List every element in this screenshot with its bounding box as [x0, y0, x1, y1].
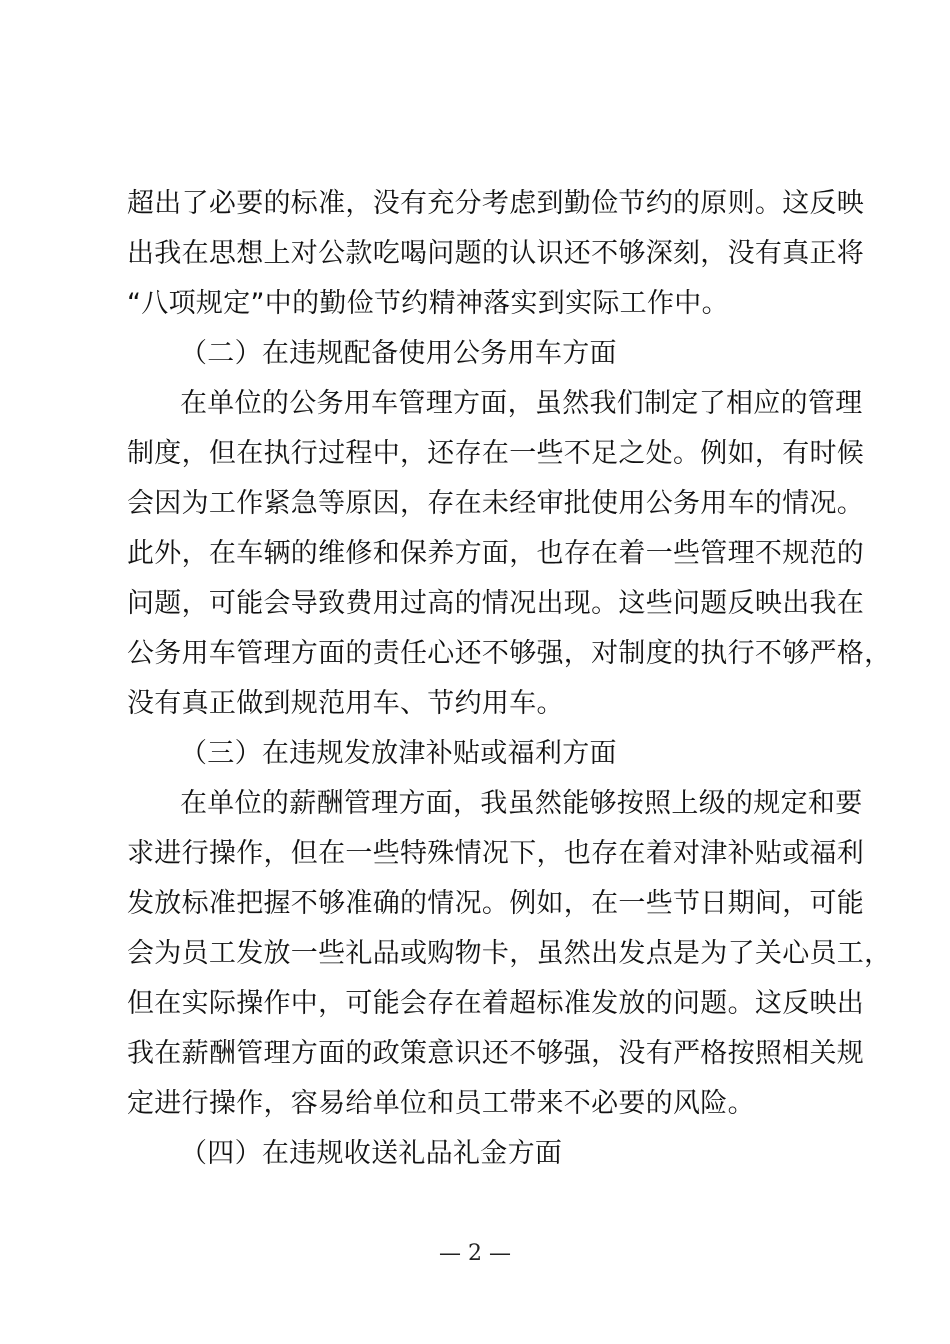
paragraph-line: 公务用车管理方面的责任心还不够强，对制度的执行不够严格，	[127, 638, 892, 669]
paragraph-line: 制度，但在执行过程中，还存在一些不足之处。例如，有时候	[127, 438, 865, 469]
paragraph-line: 会为员工发放一些礼品或购物卡，虽然出发点是为了关心员工，	[127, 938, 892, 969]
paragraph-line: “八项规定”中的勤俭节约精神落实到实际工作中。	[127, 288, 729, 319]
paragraph-line: 求进行操作，但在一些特殊情况下，也存在着对津补贴或福利	[127, 838, 865, 869]
paragraph-line: 但在实际操作中，可能会存在着超标准发放的问题。这反映出	[127, 988, 865, 1019]
section-heading-3: （三）在违规发放津补贴或福利方面	[180, 738, 617, 769]
section-heading-4: （四）在违规收送礼品礼金方面	[180, 1138, 563, 1169]
paragraph-line: 发放标准把握不够准确的情况。例如，在一些节日期间，可能	[127, 888, 865, 919]
paragraph-line: 我在薪酬管理方面的政策意识还不够强，没有严格按照相关规	[127, 1038, 865, 1069]
paragraph-line: 超出了必要的标准，没有充分考虑到勤俭节约的原则。这反映	[127, 188, 865, 219]
paragraph-line: 此外，在车辆的维修和保养方面，也存在着一些管理不规范的	[127, 538, 865, 569]
page-number: — 2 —	[439, 1241, 511, 1266]
paragraph-line: 定进行操作，容易给单位和员工带来不必要的风险。	[127, 1088, 755, 1119]
paragraph-line: 出我在思想上对公款吃喝问题的认识还不够深刻，没有真正将	[127, 238, 865, 269]
paragraph-line: 在单位的薪酬管理方面，我虽然能够按照上级的规定和要	[180, 788, 863, 819]
paragraph-line: 问题，可能会导致费用过高的情况出现。这些问题反映出我在	[127, 588, 865, 619]
paragraph-line: 在单位的公务用车管理方面，虽然我们制定了相应的管理	[180, 388, 863, 419]
paragraph-line: 没有真正做到规范用车、节约用车。	[127, 688, 564, 719]
paragraph-line: 会因为工作紧急等原因，存在未经审批使用公务用车的情况。	[127, 488, 865, 519]
section-heading-2: （二）在违规配备使用公务用车方面	[180, 338, 617, 369]
